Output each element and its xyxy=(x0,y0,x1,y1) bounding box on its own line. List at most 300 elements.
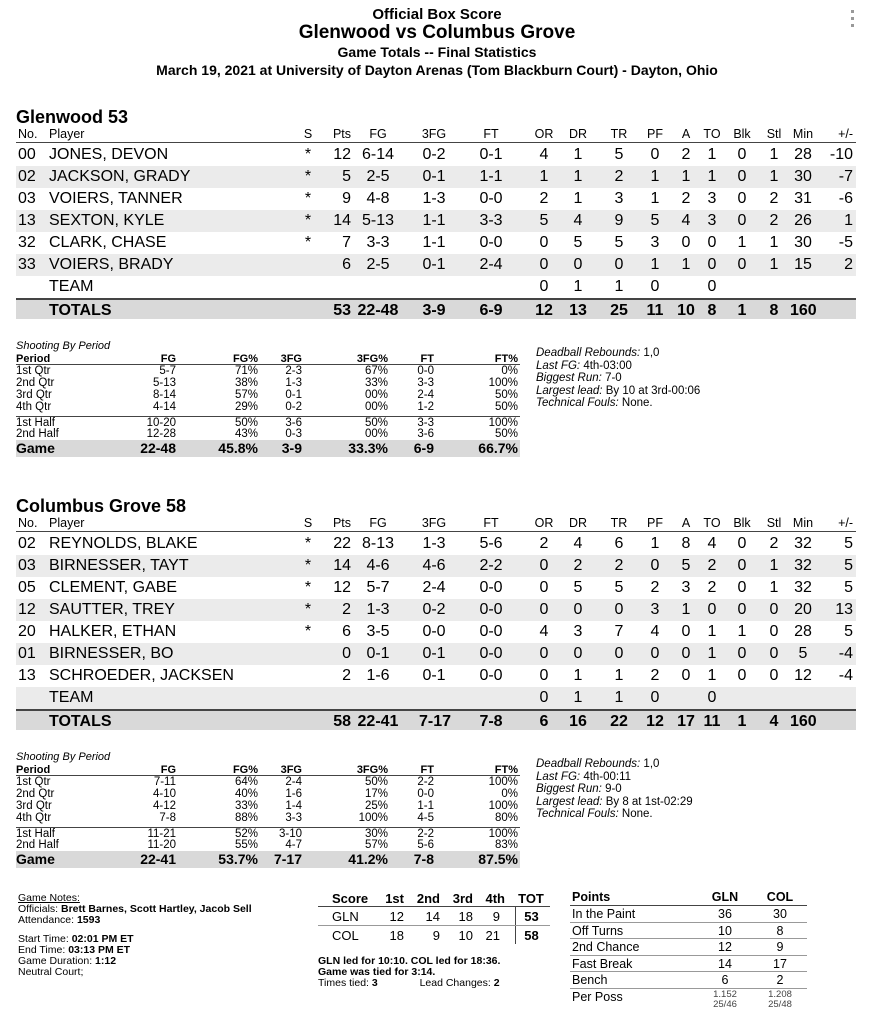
player-ft: 0-1 xyxy=(479,146,503,163)
player-to: 0 xyxy=(707,234,717,251)
player-pm: 5 xyxy=(844,579,853,596)
totals-blk: 1 xyxy=(737,302,747,319)
player-dr: 1 xyxy=(573,667,583,684)
player-name: JACKSON, GRADY xyxy=(49,168,191,185)
sbp-head-cell: FG xyxy=(160,353,176,365)
player-pm: -7 xyxy=(838,168,853,185)
player-name: JONES, DEVON xyxy=(49,146,169,163)
linescore-row-col xyxy=(318,925,550,943)
sbp-cell: 100% xyxy=(358,812,388,824)
sbp-head-cell: Period xyxy=(16,764,51,776)
player-tr: 5 xyxy=(614,146,624,163)
player-blk: 0 xyxy=(737,535,747,552)
column-header-tr: TR xyxy=(610,516,628,530)
player-stl: 0 xyxy=(769,645,779,662)
sbp-cell: 2nd Half xyxy=(16,428,59,440)
points-table xyxy=(570,889,807,1019)
points-label: 2nd Chance xyxy=(572,940,640,954)
points-header xyxy=(570,889,807,906)
sbp-period-row xyxy=(16,776,520,788)
player-pm: -4 xyxy=(838,645,853,662)
points-row xyxy=(570,989,807,1019)
points-col: 30 xyxy=(773,907,787,921)
player-to: 1 xyxy=(707,645,717,662)
player-s: * xyxy=(304,146,312,163)
technical-fouls-value: None. xyxy=(621,808,653,820)
totals-a: 10 xyxy=(677,302,695,319)
sbp-cell: 7-17 xyxy=(273,851,302,867)
player-tr: 5 xyxy=(614,234,624,251)
player-a: 0 xyxy=(681,623,691,640)
sbp-cell: 88% xyxy=(234,812,258,824)
player-or: 1 xyxy=(539,168,549,185)
player-row xyxy=(16,599,856,621)
biggest-run-label: Biggest Run: xyxy=(536,783,602,795)
totals-pts: 53 xyxy=(333,302,351,319)
column-header-s: S xyxy=(303,127,313,141)
sbp-cell: 45.8% xyxy=(218,440,258,456)
player-min: 20 xyxy=(794,601,812,618)
player-ft: 0-0 xyxy=(479,623,503,640)
start-time-label: Start Time: xyxy=(18,933,69,945)
player-or: 0 xyxy=(539,278,549,295)
column-header-blk: Blk xyxy=(733,127,751,141)
player-stl: 1 xyxy=(769,579,779,596)
sbp-cell: 2-2 xyxy=(417,776,434,788)
player-stl: 0 xyxy=(769,667,779,684)
start-time: 02:01 PM ET xyxy=(71,933,134,945)
totals-or: 6 xyxy=(539,713,549,730)
player-pts: 9 xyxy=(342,190,351,207)
column-header-or: OR xyxy=(534,516,554,530)
column-header-pts: Pts xyxy=(332,516,351,530)
sbp-cell: 22-41 xyxy=(140,851,176,867)
player-pts: 0 xyxy=(342,645,351,662)
column-header-pm: +/- xyxy=(838,516,853,530)
player-pf: 0 xyxy=(650,146,660,163)
sbp-cell: 33% xyxy=(234,800,258,812)
player-name: HALKER, ETHAN xyxy=(49,623,177,640)
player-dr: 5 xyxy=(573,579,583,596)
sbp-cell: 29% xyxy=(234,401,258,413)
player-pts: 2 xyxy=(342,667,351,684)
player-fg: 4-6 xyxy=(366,557,390,574)
player-pm: -10 xyxy=(829,146,853,163)
linescore-head-score: Score xyxy=(332,891,369,906)
player-pf: 0 xyxy=(650,278,660,295)
player-stl: 2 xyxy=(769,535,779,552)
linescore-q1: 18 xyxy=(389,928,404,943)
largest-lead-value: By 8 at 1st-02:29 xyxy=(605,795,693,808)
largest-lead xyxy=(536,796,693,809)
player-a: 1 xyxy=(681,256,691,273)
player-to: 1 xyxy=(707,667,717,684)
player-row xyxy=(16,254,856,276)
player-pm: -5 xyxy=(838,234,853,251)
player-pf: 0 xyxy=(650,645,660,662)
more-options-icon[interactable] xyxy=(851,10,855,31)
column-header-no: No. xyxy=(18,516,38,530)
last-fg-value: 4th-00:11 xyxy=(583,770,632,783)
sbp-cell: 40% xyxy=(234,788,258,800)
player-to: 3 xyxy=(707,190,717,207)
last-fg-value: 4th-03:00 xyxy=(583,359,632,372)
points-col: 9 xyxy=(776,940,784,954)
totals-pf: 11 xyxy=(646,302,664,319)
player-dr: 5 xyxy=(573,234,583,251)
player-a: 1 xyxy=(681,601,691,618)
times-tied-label: Times tied: xyxy=(318,977,369,989)
attendance-label: Attendance: xyxy=(18,914,75,926)
totals-tr: 25 xyxy=(610,302,628,319)
player-to: 0 xyxy=(707,601,717,618)
player-min: 28 xyxy=(794,146,812,163)
player-dr: 0 xyxy=(573,601,583,618)
column-header-pf: PF xyxy=(647,516,663,530)
technical-fouls-label: Technical Fouls: xyxy=(536,397,619,409)
player-rows xyxy=(16,533,856,730)
sbp-cell: 50% xyxy=(364,776,388,788)
sbp-cell: 0% xyxy=(501,788,518,800)
player-s: * xyxy=(304,579,312,596)
points-label: Off Turns xyxy=(572,923,624,938)
points-gln: 12 xyxy=(718,940,732,954)
player-min: 32 xyxy=(794,557,812,574)
player-row xyxy=(16,577,856,599)
sbp-cell: 1-2 xyxy=(417,401,434,413)
points-gln: 6 xyxy=(721,973,729,987)
points-col xyxy=(760,990,800,1010)
player-tr: 1 xyxy=(614,667,624,684)
totals-to: 11 xyxy=(703,713,721,730)
player-stl: 1 xyxy=(769,146,779,163)
player-to: 1 xyxy=(707,146,717,163)
player-min: 12 xyxy=(794,667,812,684)
column-header-a: A xyxy=(681,127,691,141)
sbp-head-cell: FT xyxy=(420,353,434,365)
player-or: 0 xyxy=(539,234,549,251)
sbp-period-row xyxy=(16,389,520,401)
player-stl: 0 xyxy=(769,601,779,618)
sbp-cell: 7-8 xyxy=(159,812,176,824)
player-pf: 0 xyxy=(650,689,660,706)
player-no: 13 xyxy=(18,667,36,684)
player-pm: 5 xyxy=(844,535,853,552)
linescore-head-tot: TOT xyxy=(518,891,544,906)
player-s: * xyxy=(304,557,312,574)
player-a: 5 xyxy=(681,557,691,574)
player-ft: 0-0 xyxy=(479,234,503,251)
sbp-cell: 50% xyxy=(494,428,518,440)
player-tfg: 1-1 xyxy=(422,234,446,251)
game-notes xyxy=(18,893,252,978)
player-pts: 14 xyxy=(333,212,351,229)
player-tfg: 0-1 xyxy=(422,256,446,273)
largest-lead xyxy=(536,385,700,398)
player-no: 03 xyxy=(18,557,36,574)
points-gln: 36 xyxy=(718,907,732,921)
sbp-period-row xyxy=(16,812,520,824)
column-header-min: Min xyxy=(792,516,814,530)
player-ft: 0-0 xyxy=(479,579,503,596)
column-header-name: Player xyxy=(49,516,85,530)
player-blk: 0 xyxy=(737,168,747,185)
sbp-half-row xyxy=(16,827,520,839)
sbp-cell: 2-4 xyxy=(417,389,434,401)
player-name: CLEMENT, GABE xyxy=(49,579,178,596)
sbp-cell: 1st Half xyxy=(16,828,55,840)
sbp-head-cell: FT xyxy=(420,764,434,776)
sbp-head-cell: FT% xyxy=(494,764,518,776)
player-dr: 4 xyxy=(573,535,583,552)
column-header-dr: DR xyxy=(568,127,588,141)
sbp-cell: 64% xyxy=(234,776,258,788)
player-fg: 3-5 xyxy=(366,623,390,640)
player-stl: 1 xyxy=(769,234,779,251)
player-blk: 0 xyxy=(737,645,747,662)
player-row xyxy=(16,533,856,555)
column-header-row xyxy=(16,127,856,143)
sbp-head-cell: 3FG xyxy=(280,764,302,776)
player-or: 0 xyxy=(539,557,549,574)
player-s: * xyxy=(304,535,312,552)
player-tr: 6 xyxy=(614,535,624,552)
sbp-cell: 00% xyxy=(364,428,388,440)
player-name: TEAM xyxy=(49,689,94,706)
player-pts: 12 xyxy=(333,146,351,163)
column-header-pf: PF xyxy=(647,127,663,141)
sbp-head-cell: FG% xyxy=(232,353,258,365)
player-s: * xyxy=(304,601,312,618)
player-pf: 2 xyxy=(650,579,660,596)
sbp-cell: 2-4 xyxy=(285,776,302,788)
biggest-run-value: 7-0 xyxy=(605,372,622,384)
column-header-fg: FG xyxy=(369,127,387,141)
sbp-cell: 4-5 xyxy=(417,812,434,824)
player-pf: 1 xyxy=(650,190,660,207)
player-tr: 2 xyxy=(614,557,624,574)
sbp-cell: 50% xyxy=(494,389,518,401)
player-ft: 0-0 xyxy=(479,190,503,207)
column-header-to: TO xyxy=(703,127,721,141)
column-header-pm: +/- xyxy=(838,127,853,141)
player-or: 2 xyxy=(539,535,549,552)
player-pts: 5 xyxy=(342,168,351,185)
sbp-cell: 3-3 xyxy=(285,812,302,824)
player-blk: 0 xyxy=(737,557,747,574)
sbp-cell: 22-48 xyxy=(140,440,176,456)
totals-tr: 22 xyxy=(610,713,628,730)
column-header-pts: Pts xyxy=(332,127,351,141)
player-pf: 3 xyxy=(650,234,660,251)
totals-dr: 16 xyxy=(569,713,587,730)
sbp-cell: 3rd Qtr xyxy=(16,389,52,401)
sbp-cell: 33.3% xyxy=(348,440,388,456)
player-row xyxy=(16,276,856,298)
player-pts: 2 xyxy=(342,601,351,618)
player-dr: 4 xyxy=(573,212,583,229)
end-time-label: End Time: xyxy=(18,944,66,956)
sbp-period-row xyxy=(16,377,520,389)
player-fg: 1-6 xyxy=(366,667,390,684)
sbp-game-row xyxy=(16,440,520,457)
player-to: 0 xyxy=(707,689,717,706)
player-or: 4 xyxy=(539,146,549,163)
sbp-half-row xyxy=(16,416,520,428)
linescore-head-4th: 4th xyxy=(485,891,505,906)
sbp-cell: 6-9 xyxy=(413,440,434,456)
player-stl: 1 xyxy=(769,256,779,273)
player-fg: 1-3 xyxy=(366,601,390,618)
column-header-to: TO xyxy=(703,516,721,530)
points-row xyxy=(570,923,807,940)
sbp-cell: 00% xyxy=(364,401,388,413)
linescore-head-2nd: 2nd xyxy=(416,891,440,906)
player-fg: 4-8 xyxy=(366,190,390,207)
player-dr: 0 xyxy=(573,645,583,662)
player-pm: 5 xyxy=(844,623,853,640)
player-a: 4 xyxy=(681,212,691,229)
sbp-cell: 0-2 xyxy=(285,401,302,413)
points-gln: 10 xyxy=(718,923,732,938)
player-ft: 0-0 xyxy=(479,667,503,684)
points-col: 2 xyxy=(776,973,784,987)
player-no: 32 xyxy=(18,234,36,251)
last-fg xyxy=(536,771,693,784)
sbp-cell: Game xyxy=(16,851,55,867)
last-fg xyxy=(536,360,700,373)
player-name: SEXTON, KYLE xyxy=(49,212,165,229)
player-a: 2 xyxy=(681,146,691,163)
player-stl: 2 xyxy=(769,190,779,207)
player-tfg: 1-1 xyxy=(422,212,446,229)
sbp-cell: 43% xyxy=(234,428,258,440)
sbp-cell: 100% xyxy=(488,800,518,812)
player-tr: 3 xyxy=(614,190,624,207)
player-or: 0 xyxy=(539,579,549,596)
player-tr: 7 xyxy=(614,623,624,640)
totals-stl: 4 xyxy=(769,713,779,730)
player-tfg: 1-3 xyxy=(422,190,446,207)
sbp-cell: 0-0 xyxy=(417,365,434,377)
player-row xyxy=(16,188,856,210)
player-row xyxy=(16,555,856,577)
totals-pts: 58 xyxy=(333,713,351,730)
sbp-half-row xyxy=(16,839,520,851)
sbp-cell: 5-6 xyxy=(417,839,434,851)
sbp-game-row xyxy=(16,851,520,868)
points-head-gln: GLN xyxy=(711,890,739,904)
points-col: 17 xyxy=(773,956,787,971)
totals-pf: 12 xyxy=(646,713,664,730)
player-pf: 1 xyxy=(650,535,660,552)
shooting-by-period xyxy=(16,340,520,457)
points-label: In the Paint xyxy=(572,907,636,921)
largest-lead-value: By 10 at 3rd-00:06 xyxy=(605,384,701,397)
duration: 1:12 xyxy=(95,955,117,967)
sbp-cell: 67% xyxy=(364,365,388,377)
column-header-tr: TR xyxy=(610,127,628,141)
player-tfg: 2-4 xyxy=(422,579,446,596)
sbp-cell: 4-12 xyxy=(152,800,176,812)
player-fg: 2-5 xyxy=(366,256,390,273)
player-dr: 1 xyxy=(573,278,583,295)
totals-stl: 8 xyxy=(769,302,779,319)
player-min: 32 xyxy=(794,535,812,552)
player-blk: 0 xyxy=(737,256,747,273)
player-fg: 2-5 xyxy=(366,168,390,185)
player-no: 02 xyxy=(18,535,36,552)
player-a: 0 xyxy=(681,667,691,684)
matchup-title: Glenwood vs Columbus Grove xyxy=(298,22,576,43)
player-no: 20 xyxy=(18,623,36,640)
player-to: 2 xyxy=(707,557,717,574)
totals-min: 160 xyxy=(790,713,817,730)
sbp-cell: 4-7 xyxy=(285,839,302,851)
player-tr: 0 xyxy=(614,256,624,273)
player-tfg: 0-0 xyxy=(422,623,446,640)
totals-tfg: 7-17 xyxy=(419,713,452,730)
attendance: 1593 xyxy=(76,914,101,926)
sbp-cell: 0-3 xyxy=(285,428,302,440)
points-row xyxy=(570,956,807,973)
sbp-cell: 1-1 xyxy=(417,800,434,812)
sbp-cell: 8-14 xyxy=(152,389,176,401)
player-dr: 1 xyxy=(573,146,583,163)
player-pf: 0 xyxy=(650,557,660,574)
sbp-title: Shooting By Period xyxy=(16,340,111,352)
sbp-cell: 5-7 xyxy=(159,365,176,377)
sbp-cell: 38% xyxy=(234,377,258,389)
sbp-cell: 10-20 xyxy=(146,417,176,429)
player-ft: 0-0 xyxy=(479,601,503,618)
column-header-stl: Stl xyxy=(766,516,782,530)
deadball-rebounds xyxy=(536,758,693,771)
column-header-tfg: 3FG xyxy=(421,127,447,141)
sbp-cell: 3-6 xyxy=(285,417,302,429)
totals-dr: 13 xyxy=(569,302,587,319)
player-row xyxy=(16,687,856,709)
sbp-cell: 4th Qtr xyxy=(16,812,52,824)
points-row xyxy=(570,906,807,923)
sbp-cell: 7-11 xyxy=(153,776,176,788)
linescore-q3: 10 xyxy=(458,928,473,943)
sbp-cell: 57% xyxy=(234,389,258,401)
player-min: 30 xyxy=(794,234,812,251)
game-date-venue: March 19, 2021 at University of Dayton Arenas (Tom Blackburn Court) - Dayton, Ohio xyxy=(156,62,718,78)
points-label: Fast Break xyxy=(572,956,633,971)
sbp-head-cell: FG xyxy=(160,764,176,776)
sbp-cell: 2-3 xyxy=(285,365,302,377)
sbp-cell: 1st Half xyxy=(16,417,55,429)
technical-fouls xyxy=(536,397,700,410)
player-to: 1 xyxy=(707,168,717,185)
player-no: 05 xyxy=(18,579,36,596)
player-blk: 1 xyxy=(737,234,747,251)
sbp-cell: 33% xyxy=(364,377,388,389)
sbp-cell: 3rd Qtr xyxy=(16,800,52,812)
player-to: 0 xyxy=(707,256,717,273)
player-ft: 3-3 xyxy=(479,212,503,229)
player-min: 31 xyxy=(794,190,812,207)
player-tr: 9 xyxy=(614,212,624,229)
player-stl: 0 xyxy=(769,623,779,640)
player-blk: 0 xyxy=(737,579,747,596)
technical-fouls xyxy=(536,808,693,821)
report-subtitle: Game Totals -- Final Statistics xyxy=(337,44,537,60)
player-stl: 2 xyxy=(769,212,779,229)
linescore-head-1st: 1st xyxy=(385,891,404,906)
